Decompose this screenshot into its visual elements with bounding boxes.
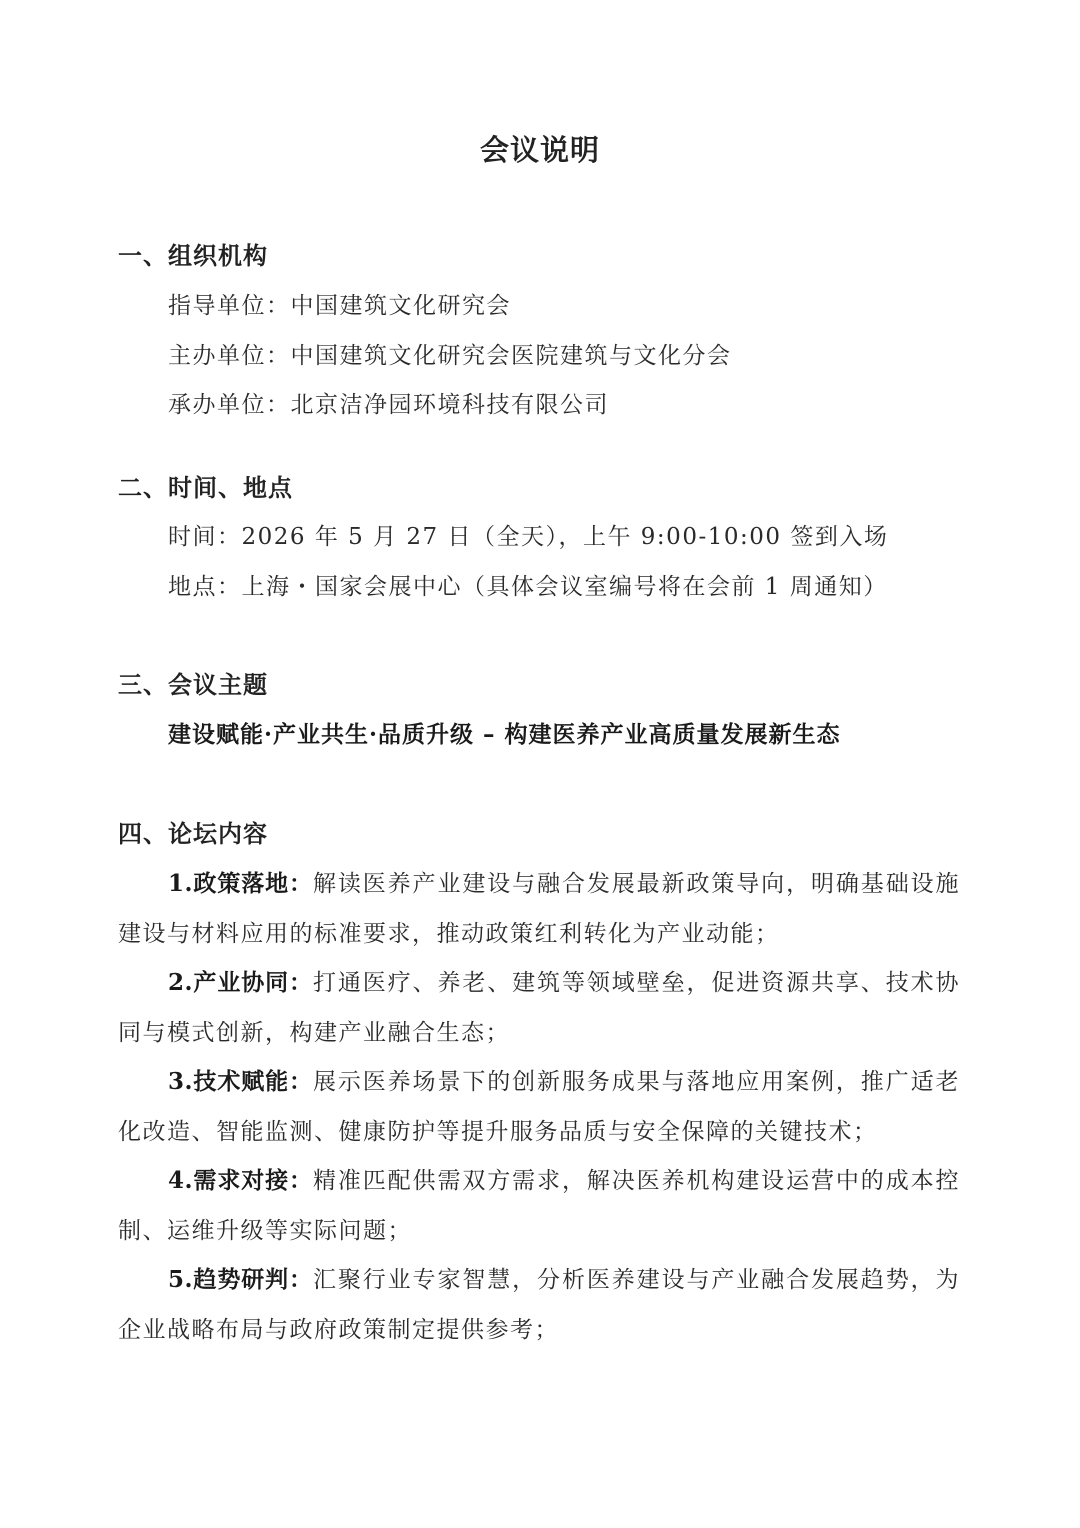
- event-time: 时间：2026 年 5 月 27 日（全天），上午 9:00-10:00 签到入场: [168, 524, 889, 550]
- forum-item-label: 2.产业协同：: [168, 969, 313, 996]
- organizer-unit: 承办单位：北京洁净园环境科技有限公司: [168, 392, 609, 418]
- forum-item-text: 精准匹配供需双方需求，解决医养机构建设运营中的成本控制、运维升级等实际问题；: [118, 1168, 961, 1244]
- section-heading-theme: 三、会议主题: [118, 670, 268, 699]
- section-heading-forum-content: 四、论坛内容: [118, 819, 268, 848]
- document-title: 会议说明: [479, 133, 600, 167]
- forum-item-trend-analysis: [118, 1255, 960, 1355]
- forum-item-label: 3.技术赋能：: [168, 1068, 313, 1095]
- forum-item-label: 5.趋势研判：: [168, 1266, 313, 1293]
- forum-item-label: 1.政策落地：: [168, 870, 313, 897]
- host-unit: 主办单位：中国建筑文化研究会医院建筑与文化分会: [168, 343, 732, 369]
- forum-item-text: 汇聚行业专家智慧，分析医养建设与产业融合发展趋势，为企业战略布局与政府政策制定提供参考；: [118, 1267, 961, 1343]
- guiding-unit: 指导单位：中国建筑文化研究会: [168, 293, 511, 319]
- section-heading-organization: 一、组织机构: [118, 241, 268, 270]
- forum-item-demand-matching: [118, 1156, 960, 1256]
- forum-item-text: 展示医养场景下的创新服务成果与落地应用案例，推广适老化改造、智能监测、健康防护等提升服务品质与安全保障的关键技术；: [118, 1069, 961, 1145]
- forum-item-policy: [118, 859, 960, 959]
- forum-item-text: 打通医疗、养老、建筑等领域壁垒，促进资源共享、技术协同与模式创新，构建产业融合生态；: [118, 970, 961, 1046]
- forum-item-industry-synergy: [118, 958, 960, 1058]
- forum-item-label: 4.需求对接：: [168, 1167, 313, 1194]
- forum-item-text: 解读医养产业建设与融合发展最新政策导向，明确基础设施建设与材料应用的标准要求，推动政策红利转化为产业动能；: [118, 871, 961, 947]
- conference-theme: 建设赋能·产业共生·品质升级 – 构建医养产业高质量发展新生态: [168, 721, 841, 748]
- section-heading-time-place: 二、时间、地点: [118, 473, 293, 502]
- forum-item-tech-empowerment: [118, 1057, 960, 1157]
- event-location: 地点：上海・国家会展中心（具体会议室编号将在会前 1 周通知）: [168, 574, 888, 600]
